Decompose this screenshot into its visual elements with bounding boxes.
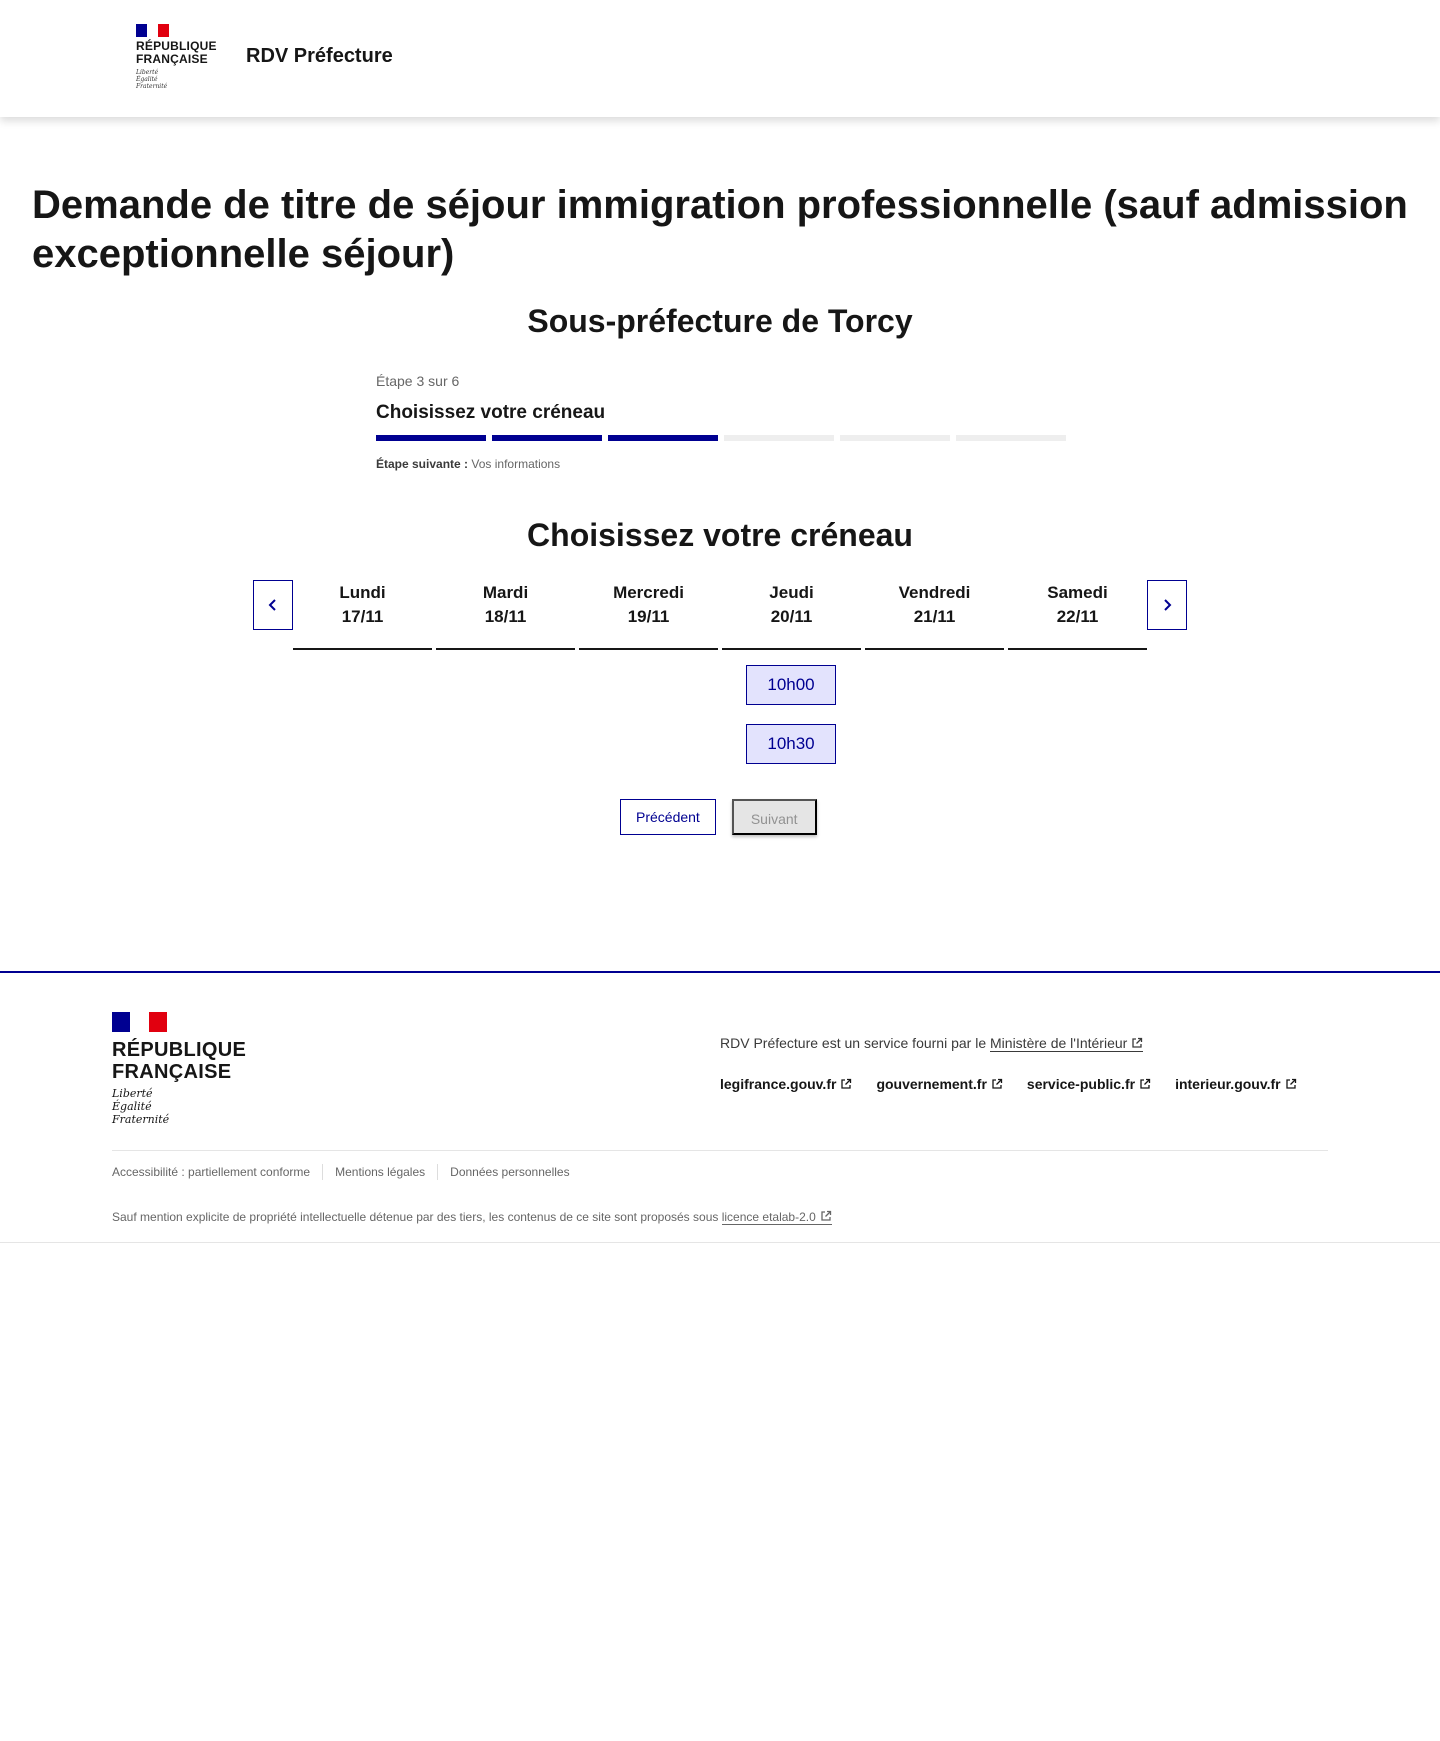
time-slots — [746, 665, 836, 783]
form-actions — [620, 799, 817, 835]
next-button[interactable]: Suivant — [732, 799, 817, 835]
brand-line-2: FRANÇAISE — [136, 52, 208, 66]
site-footer — [0, 971, 1440, 1243]
day-column: Jeudi 20/11 — [722, 579, 861, 650]
prefecture-title: Sous-préfecture de Torcy — [527, 303, 913, 339]
day-columns — [293, 579, 1147, 650]
next-step — [376, 457, 1066, 471]
footer-link-service-public[interactable]: service-public.fr — [1027, 1076, 1151, 1092]
page-title: Demande de titre de séjour immigration professionnelle (sauf admission exceptionnelle séjour) — [32, 183, 1408, 276]
step-progress-bars — [376, 435, 1066, 441]
footer-description: RDV Préfecture est un service fourni par le Ministère de l'Intérieur — [720, 1035, 1143, 1051]
day-column: Lundi 17/11 — [293, 579, 432, 650]
previous-button[interactable]: Précédent — [620, 799, 716, 835]
step-bar — [376, 435, 486, 441]
chevron-left-icon — [266, 598, 280, 612]
footer-links — [720, 1076, 1297, 1092]
marianne-flag-icon — [112, 1012, 167, 1032]
footer-link-gouvernement[interactable]: gouvernement.fr — [876, 1076, 1002, 1092]
brand-line-1: RÉPUBLIQUE — [112, 1039, 247, 1061]
step-bar — [724, 435, 834, 441]
site-header — [0, 0, 1440, 117]
footer-link-mentions-legales[interactable]: Mentions légales — [322, 1164, 437, 1180]
brand-motto: Liberté Égalité Fraternité — [112, 1087, 170, 1126]
footer-bottom-links — [112, 1164, 582, 1180]
external-link-icon — [1139, 1078, 1151, 1090]
external-link-icon — [1131, 1037, 1143, 1049]
ministere-link[interactable]: Ministère de l'Intérieur — [990, 1035, 1143, 1052]
step-bar — [608, 435, 718, 441]
brand-line-2: FRANÇAISE — [112, 1061, 232, 1083]
site-title[interactable]: RDV Préfecture — [246, 45, 393, 67]
brand-motto: Liberté Égalité Fraternité — [136, 69, 168, 90]
time-slot-button[interactable]: 10h00 — [746, 665, 836, 705]
day-column: Mercredi 19/11 — [579, 579, 718, 650]
footer-brand-logo[interactable] — [112, 1012, 246, 1126]
footer-divider — [112, 1150, 1328, 1151]
next-step-value: Vos informations — [471, 457, 561, 471]
previous-week-button[interactable] — [253, 580, 293, 630]
stepper — [376, 373, 1066, 471]
footer-license: Sauf mention explicite de propriété intellectuelle détenue par des tiers, les contenus de ce site sont proposés sous licence etalab-2.0 — [112, 1210, 832, 1224]
step-bar — [492, 435, 602, 441]
footer-link-interieur[interactable]: interieur.gouv.fr — [1175, 1076, 1297, 1092]
license-link[interactable]: licence etalab-2.0 — [722, 1210, 832, 1225]
footer-link-donnees-personnelles[interactable]: Données personnelles — [437, 1164, 581, 1180]
header-brand-logo[interactable] — [136, 24, 216, 90]
footer-link-accessibilite[interactable]: Accessibilité : partiellement conforme — [112, 1165, 311, 1179]
external-link-icon — [840, 1078, 852, 1090]
step-bar — [956, 435, 1066, 441]
brand-line-1: RÉPUBLIQUE — [136, 39, 217, 53]
step-count: Étape 3 sur 6 — [376, 373, 460, 389]
next-week-button[interactable] — [1147, 580, 1187, 630]
footer-link-legifrance[interactable]: legifrance.gouv.fr — [720, 1076, 852, 1092]
day-column: Vendredi 21/11 — [865, 579, 1004, 650]
external-link-icon — [1285, 1078, 1297, 1090]
day-column: Samedi 22/11 — [1008, 579, 1147, 650]
step-bar — [840, 435, 950, 441]
next-step-label: Étape suivante : — [376, 457, 469, 471]
marianne-flag-icon — [136, 24, 169, 37]
slot-calendar — [253, 579, 1187, 799]
time-slot-button[interactable]: 10h30 — [746, 724, 836, 764]
external-link-icon — [820, 1210, 832, 1222]
chevron-right-icon — [1160, 598, 1174, 612]
slot-section-title: Choisissez votre créneau — [527, 517, 913, 553]
day-column: Mardi 18/11 — [436, 579, 575, 650]
step-title: Choisissez votre créneau — [376, 402, 606, 423]
external-link-icon — [991, 1078, 1003, 1090]
